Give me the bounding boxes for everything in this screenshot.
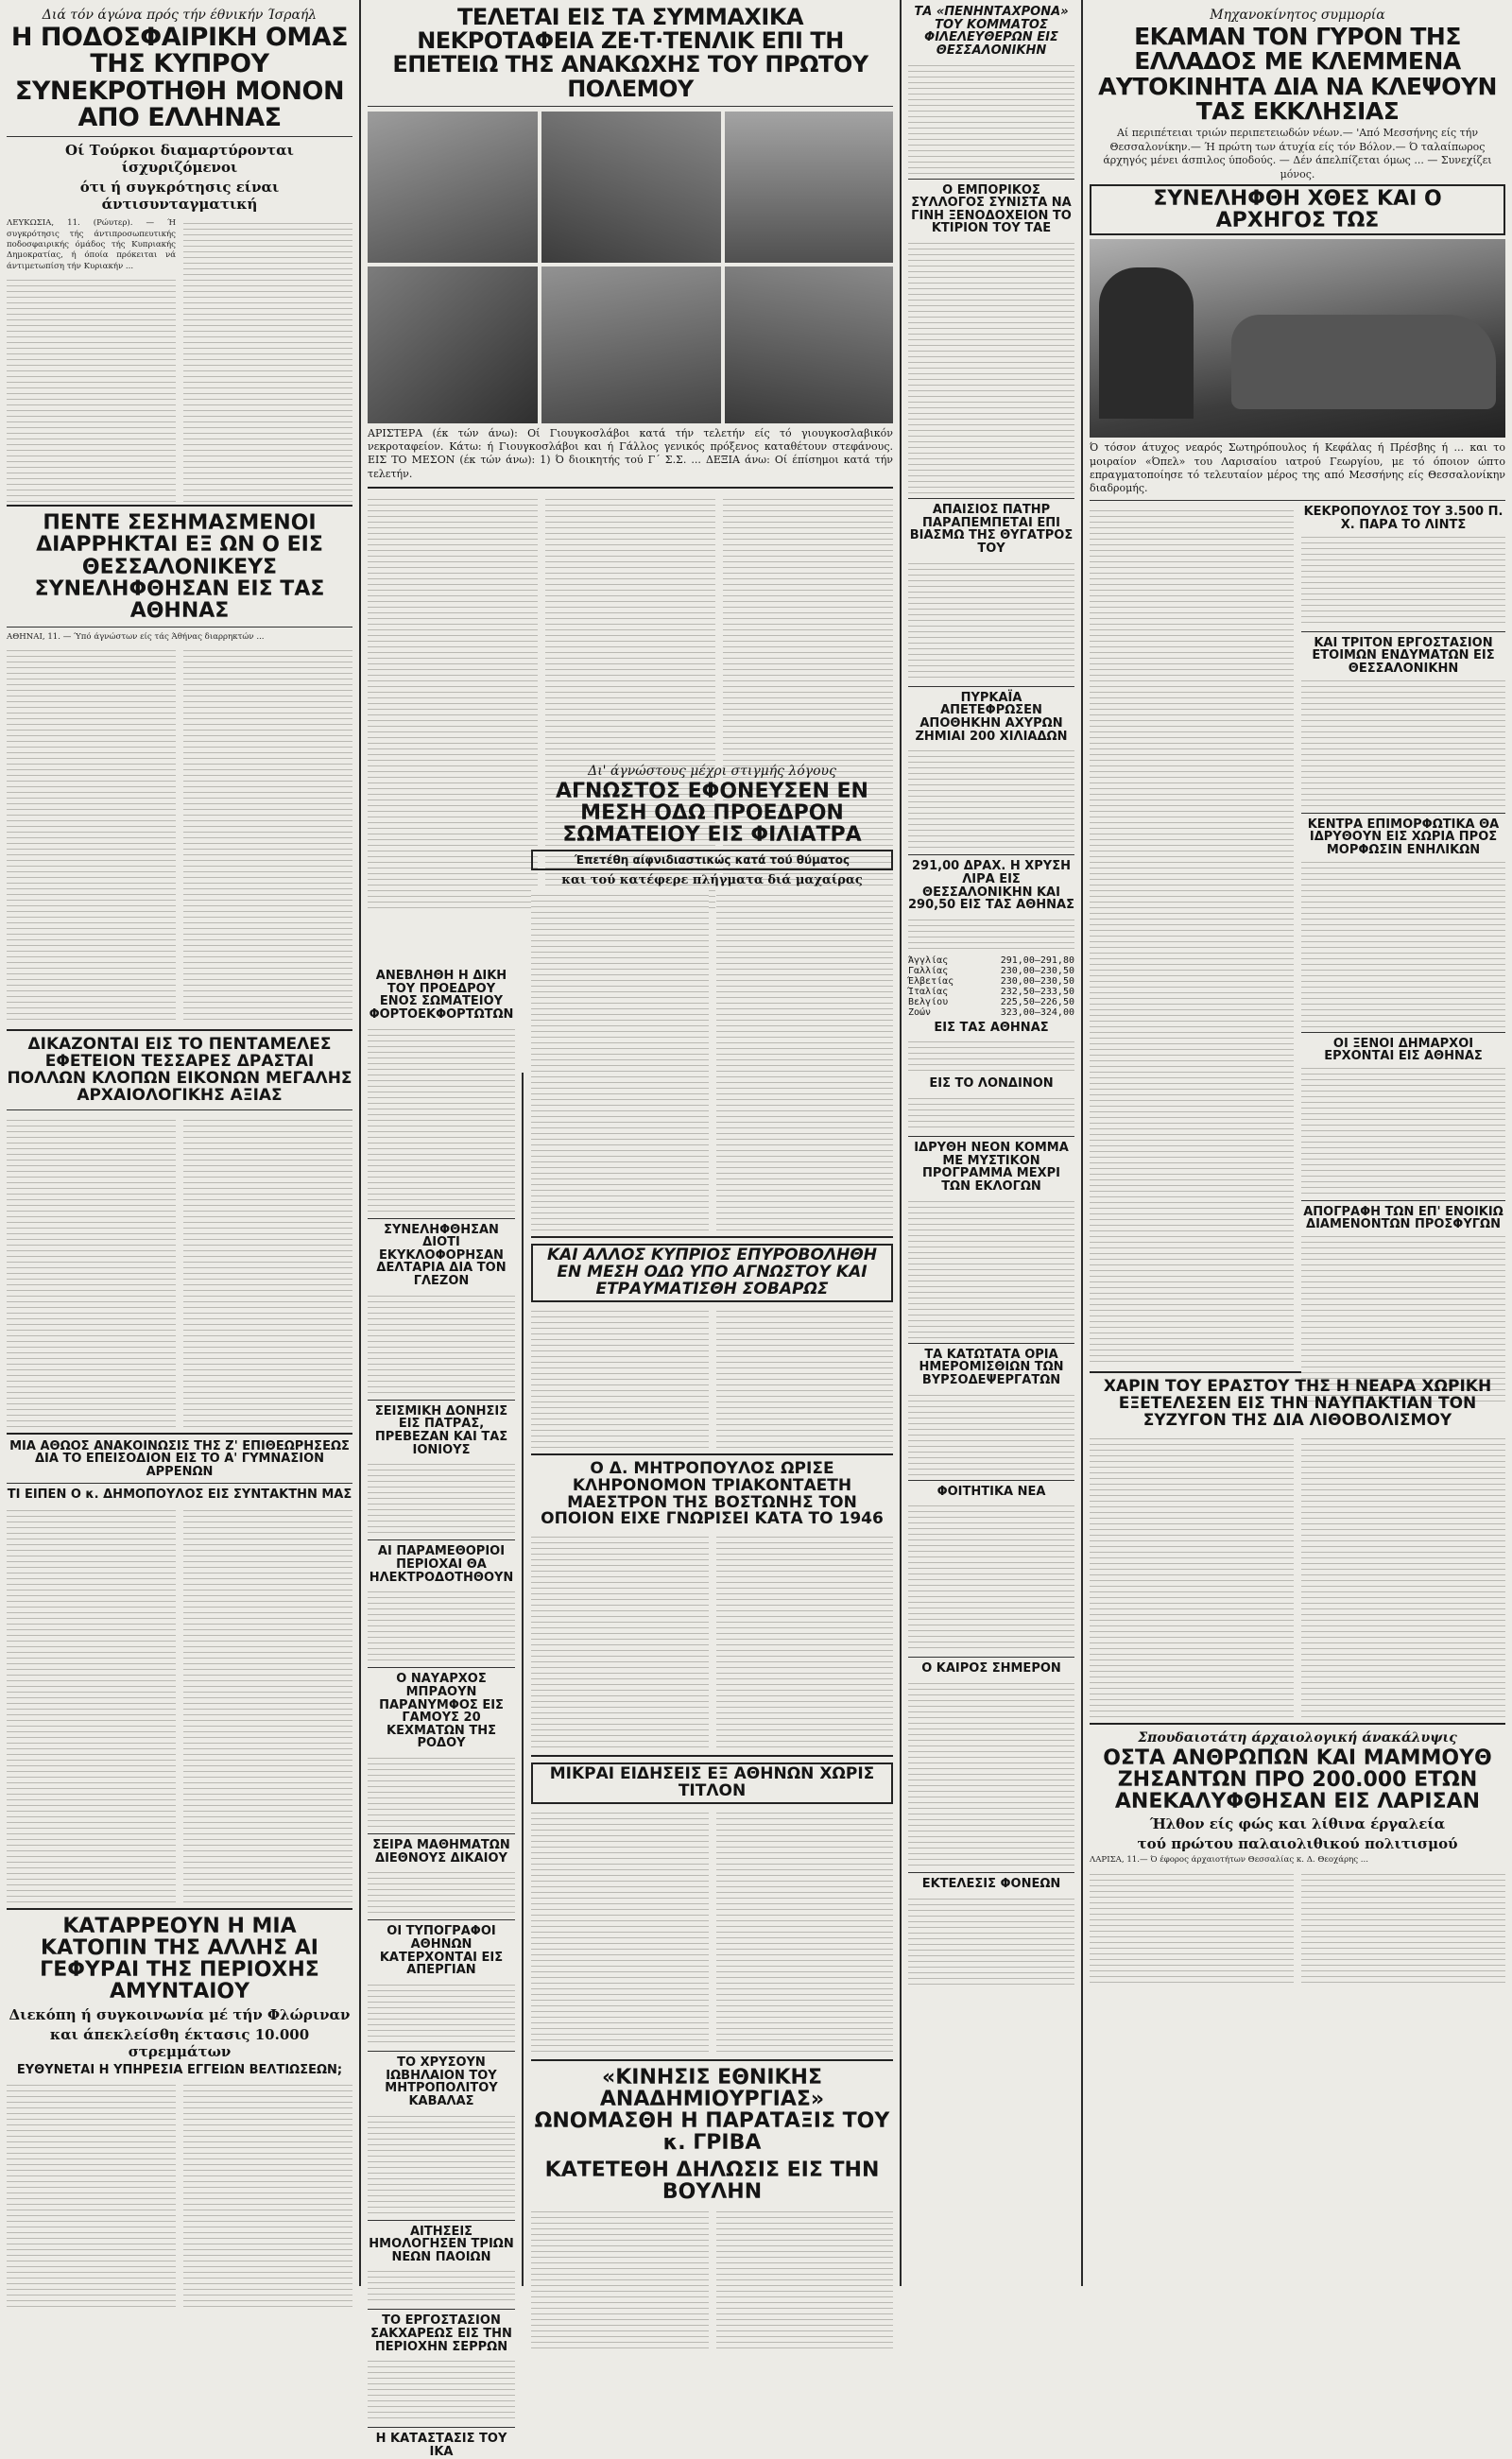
- headline-cypriot-shot: ΚΑΙ ΑΛΛΟΣ ΚΥΠΡΙΟΣ ΕΠΥΡΟΒΟΛΗΘΗ ΕΝ ΜΕΣΗ ΟΔΩ ΥΠΟ ΑΓΝΩΣΤΟΥ ΚΑΙ ΕΤΡΑΥΜΑΤΙΣΘΗ ΣΟΒΑΡΩΣ: [531, 1244, 893, 1302]
- subheadline: ότι ή συγκρότησις είναι άντισυνταγματική: [79, 179, 280, 214]
- photo: [541, 267, 721, 423]
- price-name: Ζοών: [908, 1006, 932, 1018]
- text-block: [7, 1505, 176, 1902]
- headline-law-lessons: ΣΕΙΡΑ ΜΑΘΗΜΑΤΩΝ ΔΙΕΘΝΟΥΣ ΔΙΚΑΙΟΥ: [372, 1838, 510, 1866]
- price-row: [908, 976, 1074, 987]
- text-block: [1301, 676, 1505, 808]
- headline-leaflets: ΣΥΝΕΛΗΦΘΗΣΑΝ ΔΙΟΤΙ ΕΚΥΚΛΟΦΟΡΗΣΑΝ ΔΕΛΤΑΡΙΑ ΔΙΑ ΤΟΝ ΓΛΕΖΟΝ: [376, 1222, 507, 1289]
- headline-weather: Ο ΚΑΙΡΟΣ ΣΗΜΕΡΟΝ: [921, 1661, 1061, 1677]
- text-block: [908, 1037, 1074, 1075]
- headline-bridges: ΚΑΤΑΡΡΕΟΥΝ Η ΜΙΑ ΚΑΤΟΠΙΝ ΤΗΣ ΑΛΛΗΣ ΑΙ ΓΕΦΥΡΑΙ ΤΗΣ ΠΕΡΙΟΧΗΣ ΑΜΥΝΤΑΙΟΥ: [40, 1915, 319, 2004]
- subheadline: ΖΗΜΙΑΙ 200 ΧΙΛΙΑΔΩΝ: [915, 729, 1068, 744]
- text-block: [1301, 1063, 1505, 1195]
- text-block: [368, 1024, 515, 1213]
- subheadline: ΕΥΘΥΝΕΤΑΙ Η ΥΠΗΡΕΣΙΑ ΕΓΓΕΙΩΝ ΒΕΛΤΙΩΣΕΩΝ;: [16, 2062, 343, 2077]
- text-block: [908, 559, 1074, 681]
- headline-merchants: Ο ΕΜΠΟΡΙΚΟΣ ΣΥΛΛΟΓΟΣ ΣΥΝΙΣΤΑ ΝΑ ΓΙΝΗ ΞΕΝΟΔΟΧΕΙΟΝ ΤΟ ΚΤΙΡΙΟΝ ΤΟΥ ΤΑΕ: [911, 182, 1072, 236]
- photo: [541, 112, 721, 263]
- text-block: [531, 1532, 709, 1749]
- headline-inspection: ΜΙΑ ΑΘΩΟΣ ΑΝΑΚΟΙΝΩΣΙΣ ΤΗΣ Ζ' ΕΠΙΘΕΩΡΗΣΕΩΣ ΔΙΑ ΤΟ ΕΠΕΙΣΟΔΙΟΝ ΕΙΣ ΤΟ Α' ΓΥΜΝΑΣΙΟΝ ΑΡΡΕΝΩΝ: [9, 1438, 350, 1479]
- article-lead: ΛΕΥΚΩΣΙΑ, 11. (Ρώυτερ). — Ή συγκρότησις τής άντιπροσωπευτικής ποδοσφαιρικής όμάδος τής Κυπριακής Δημοκρατίας, ή όποία πρόκειται νά άντιμετωπίση τήν Κυριακήν ...: [7, 218, 176, 271]
- price-name: Βελγίου: [908, 996, 949, 1007]
- headline-grivas-party: «ΚΙΝΗΣΙΣ ΕΘΝΙΚΗΣ ΑΝΑΔΗΜΙΟΥΡΓΙΑΣ» ΩΝΟΜΑΣΘΗ Η ΠΑΡΑΤΑΞΙΣ ΤΟΥ κ. ΓΡΙΒΑ: [534, 2065, 890, 2156]
- price-row: [908, 955, 1074, 966]
- text-block: [7, 2080, 176, 2307]
- price-name: Γαλλίας: [908, 965, 949, 976]
- article-lead: ΑΘΗΝΑΙ, 11. — Ύπό άγνώστων είς τάς Άθήνας διαρρηκτών ...: [7, 631, 265, 642]
- headline-electrification: ΑΙ ΠΑΡΑΜΕΘΟΡΙΟΙ ΠΕΡΙΟΧΑΙ ΘΑ ΗΛΕΚΤΡΟΔΟΤΗΘΟΥΝ: [369, 1544, 514, 1585]
- text-block: [183, 1505, 352, 1902]
- headline-mayors: ΟΙ ΞΕΝΟΙ ΔΗΜΑΡΧΟΙ ΕΡΧΟΝΤΑΙ ΕΙΣ ΑΘΗΝΑΣ: [1324, 1036, 1483, 1064]
- headline-short-news: ΜΙΚΡΑΙ ΕΙΔΗΣΕΙΣ ΕΞ ΑΘΗΝΩΝ ΧΩΡΙΣ ΤΙΤΛΟΝ: [531, 1763, 893, 1804]
- text-block: [1090, 506, 1294, 1366]
- headline-gang: ΕΚΑΜΑΝ ΤΟΝ ΓΥΡΟΝ ΤΗΣ ΕΛΛΑΔΟΣ ΜΕ ΚΛΕΜΜΕΝΑ ΑΥΤΟΚΙΝΗΤΑ ΔΙΑ ΝΑ ΚΛΕΨΟΥΝ ΤΑΣ ΕΚΚΛΗΣΙΑΣ: [1098, 23, 1497, 125]
- photo: [368, 112, 538, 263]
- price-value: 225,50—226,50: [1000, 996, 1074, 1007]
- headline-trial-postponed: ΑΝΕΒΛΗΘΗ Η ΔΙΚΗ ΤΟΥ ΠΡΟΕΔΡΟΥ ΕΝΟΣ ΣΩΜΑΤΕΙΟΥ ΦΟΡΤΟΕΚΦΟΡΤΩΤΩΝ: [369, 969, 514, 1022]
- headline-father: ΑΠΑΙΣΙΟΣ ΠΑΤΗΡ ΠΑΡΑΠΕΜΠΕΤΑΙ ΕΠΙ ΒΙΑΣΜΩ ΤΗΣ ΘΥΓΑΤΡΟΣ ΤΟΥ: [909, 503, 1074, 557]
- text-block: [908, 915, 1074, 953]
- text-block: [1301, 857, 1505, 1027]
- headline-dimopoulos: ΤΙ ΕΙΠΕΝ Ο κ. ΔΗΜΟΠΟΥΛΟΣ ΕΙΣ ΣΥΝΤΑΚΤΗΝ ΜΑΣ: [7, 1487, 352, 1503]
- headline-fire: ΠΥΡΚΑΪΑ ΑΠΕΤΕΦΡΩΣΕΝ ΑΠΟΘΗΚΗΝ ΑΧΥΡΩΝ: [919, 690, 1063, 731]
- headline-gold-pound: 291,00 ΔΡΑΧ. Η ΧΡΥΣΗ ΛΙΡΑ ΕΙΣ ΘΕΣΣΑΛΟΝΙΚΗΝ ΚΑΙ 290,50 ΕΙΣ ΤΑΣ ΑΘΗΝΑΣ: [908, 859, 1074, 913]
- headline-education-centers: ΚΕΝΤΡΑ ΕΠΙΜΟΡΦΩΤΙΚΑ ΘΑ ΙΔΡΥΘΟΥΝ ΕΙΣ ΧΩΡΙΑ ΠΡΟΣ ΜΟΡΦΩΣΙΝ ΕΝΗΛΙΚΩΝ: [1307, 817, 1500, 857]
- price-value: 230,00—230,50: [1000, 965, 1074, 976]
- column-2b: [524, 756, 900, 2286]
- headline-burglars: ΠΕΝΤΕ ΣΕΣΗΜΑΣΜΕΝΟΙ ΔΙΑΡΡΗΚΤΑΙ ΕΞ ΩΝ Ο ΕΙΣ ΘΕΣΣΑΛΟΝΙΚΕΥΣ ΣΥΝΕΛΗΦΘΗΣΑΝ ΕΙΣ ΤΑΣ ΑΘΗΝΑΣ: [34, 511, 325, 623]
- headline-declaration: ΚΑΤΕΤΕΘΗ ΔΗΛΩΣΙΣ ΕΙΣ ΤΗΝ ΒΟΥΛΗΝ: [544, 2158, 880, 2205]
- subheadline: Οί Τούρκοι διαμαρτύρονται ίσχυριζόμενοι: [65, 142, 294, 177]
- price-row: [908, 987, 1074, 997]
- headline-new-party: ΙΔΡΥΘΗ ΝΕΟΝ ΚΟΜΜΑ ΜΕ ΜΥΣΤΙΚΟΝ ΠΡΟΓΡΑΜΜΑ ΜΕΧΡΙ ΤΩΝ ΕΚΛΟΓΩΝ: [914, 1141, 1069, 1195]
- subheadline: Ήλθον είς φώς και λίθινα έργαλεία: [1149, 1815, 1446, 1833]
- headline-mammoth: ΟΣΤΑ ΑΝΘΡΩΠΩΝ ΚΑΙ ΜΑΜΜΟΥΘ ΖΗΣΑΝΤΩΝ ΠΡΟ 200.000 ΕΤΩΝ ΑΝΕΚΑΛΥΦΘΗΣΑΝ ΕΙΣ ΛΑΡΙΣΑΝ: [1103, 1745, 1492, 1814]
- headline-jubilee: ΤΟ ΧΡΥΣΟΥΝ ΙΩΒΗΛΑΙΟΝ ΤΟΥ ΜΗΤΡΟΠΟΛΙΤΟΥ ΚΑΒΑΛΑΣ: [385, 2055, 498, 2108]
- text-block: [183, 218, 352, 502]
- text-block: [908, 238, 1074, 493]
- headline-cyprus-football: Η ΠΟΔΟΣΦΑΙΡΙΚΗ ΟΜΑΣ ΤΗΣ ΚΥΠΡΟΥ ΣΥΝΕΚΡΟΤΗΘΗ ΜΟΝΟΝ ΑΠΟ ΕΛΛΗΝΑΣ: [10, 23, 349, 133]
- kicker: Σπουδαιοτάτη άρχαιολογική άνακάλυψις: [1138, 1729, 1457, 1745]
- text-block: [716, 2207, 894, 2348]
- photo-car: [1090, 239, 1505, 438]
- headline-refugees: ΑΠΟΓΡΑΦΗ ΤΩΝ ΕΠ' ΕΝΟΙΚΙΩ ΔΙΑΜΕΝΟΝΤΩΝ ΠΡΟΣΦΥΓΩΝ: [1303, 1204, 1503, 1232]
- price-row: [908, 1007, 1074, 1018]
- text-block: [1301, 1231, 1505, 1401]
- text-block: [7, 1115, 176, 1427]
- text-block: [183, 1115, 352, 1427]
- headline-earthquake: ΣΕΙΣΜΙΚΗ ΔΟΝΗΣΙΣ ΕΙΣ ΠΑΤΡΑΣ, ΠΡΕΒΕΖΑΝ ΚΑΙ ΤΑΣ ΙΟΝΙΟΥΣ: [374, 1403, 508, 1457]
- subheadline: Έπετέθη αίφνιδιαστικώς κατά τού θύματος: [531, 850, 893, 870]
- price-row: [908, 997, 1074, 1007]
- text-block: [183, 645, 352, 1023]
- price-row: [908, 966, 1074, 976]
- text-block: [368, 2266, 515, 2304]
- headline-execution: ΕΚΤΕΛΕΣΙΣ ΦΟΝΕΩΝ: [921, 1876, 1061, 1891]
- photo: [368, 267, 538, 423]
- text-block: [908, 1894, 1074, 1988]
- text-block: [908, 1501, 1074, 1652]
- price-name: Έλβετίας: [908, 975, 954, 987]
- text-block: [1090, 1434, 1294, 1717]
- text-block: [531, 2207, 709, 2348]
- text-block: [368, 1459, 515, 1535]
- price-name: Ίταλίας: [908, 986, 949, 997]
- photo: [725, 267, 893, 423]
- article-intro: Αί περιπέτειαι τριών περιπετειωδών νέων.— 'Από Μεσσήνης είς τήν Θεσσαλονίκην.— Ή πρώτη των άτυχία είς τόν Βόλον.— Ό ταλαίπωρος άρχηγός μένει άσπιλος ύποδούς. — Δέν άπελπίζεται όμως ... — Συνεχίζει μόνος.: [1103, 127, 1492, 181]
- subheadline: ΕΙΣ ΤΟ ΛΟΝΔΙΝΟΝ: [929, 1076, 1054, 1092]
- text-block: [368, 1980, 515, 2046]
- price-name: Άγγλίας: [908, 954, 949, 966]
- text-block: [183, 2080, 352, 2307]
- text-block: [716, 1808, 894, 2054]
- column-4-side: [1301, 506, 1505, 1366]
- price-value: 291,00—291,80: [1000, 954, 1074, 966]
- text-block: [908, 1093, 1074, 1131]
- column-3: [902, 0, 1081, 2286]
- text-block: [368, 1753, 515, 1829]
- text-block: [7, 645, 176, 1023]
- subheadline: τού πρώτου παλαιολιθικού πολιτισμού: [1137, 1835, 1458, 1853]
- headline-mitropoulos: Ο Δ. ΜΗΤΡΟΠΟΥΛΟΣ ΩΡΙΣΕ ΚΛΗΡΟΝΟΜΟΝ ΤΡΙΑΚΟΝΤΑΕΤΗ ΜΑΕΣΤΡΟΝ ΤΗΣ ΒΟΣΤΩΝΗΣ ΤΟΝ ΟΠΟΙΟΝ ΕΙΧΕ ΓΝΩΡΙΣΕΙ ΚΑΤΑ ΤΟ 1946: [541, 1458, 884, 1529]
- column-2a: [361, 964, 522, 2459]
- text-block: [716, 1306, 894, 1448]
- article-lead: ΛΑΡΙΣΑ, 11.— Ό έφορος άρχαιοτήτων Θεσσαλίας κ. Δ. Θεοχάρης ...: [1090, 1855, 1369, 1866]
- headline-ceremonies: ΤΕΛΕΤΑΙ ΕΙΣ ΤΑ ΣΥΜΜΑΧΙΚΑ ΝΕΚΡΟΤΑΦΕΙΑ ΖΕ·Τ·ΤΕΝΛΙΚ ΕΠΙ ΤΗ ΕΠΕΤΕΙΩ ΤΗΣ ΑΝΑΚΩΧΗΣ ΤΟΥ ΠΡΩΤΟΥ ΠΟΛΕΜΟΥ: [392, 4, 868, 102]
- text-block: [908, 1678, 1074, 1867]
- headline-sugar-factory: ΤΟ ΕΡΓΟΣΤΑΣΙΟΝ ΣΑΚΧΑΡΕΩΣ ΕΙΣ ΤΗΝ ΠΕΡΙΟΧΗΝ ΣΕΡΡΩΝ: [370, 2313, 512, 2354]
- column-1: [0, 0, 359, 2286]
- headline-stoning: ΧΑΡΙΝ ΤΟΥ ΕΡΑΣΤΟΥ ΤΗΣ Η ΝΕΑΡΑ ΧΩΡΙΚΗ ΕΞΕΤΕΛΕΣΕΝ ΕΙΣ ΤΗΝ ΝΑΥΠΑΚΤΙΑΝ ΤΟΝ ΣΥΖΥΓΟΝ ΤΗΣ ΔΙΑ ΛΙΘΟΒΟΛΙΣΜΟΥ: [1103, 1377, 1492, 1431]
- headline-wages: ΤΑ ΚΑΤΩΤΑΤΑ ΟΡΙΑ ΗΜΕΡΟΜΙΣΘΙΩΝ ΤΩΝ ΒΥΡΣΟΔΕΨΕΡΓΑΤΩΝ: [919, 1347, 1064, 1387]
- headline-student-news: ΦΟΙΤΗΤΙΚΑ ΝΕΑ: [936, 1484, 1046, 1499]
- price-value: 323,00—324,00: [1000, 1006, 1074, 1018]
- text-block: [368, 1867, 515, 1915]
- subheadline: Διεκόπη ή συγκοινωνία μέ τήν Φλώριναν: [9, 2005, 351, 2023]
- headline-ika: Η ΚΑΤΑΣΤΑΣΙΣ ΤΟΥ ΙΚΑ: [375, 2432, 507, 2459]
- text-block: [368, 1291, 515, 1395]
- text-block: [531, 1306, 709, 1448]
- headline-leader-arrested: ΣΥΝΕΛΗΦΘΗ ΧΘΕΣ ΚΑΙ Ο ΑΡΧΗΓΟΣ ΤΩΣ: [1090, 184, 1505, 235]
- headline-clothing-factory: ΚΑΙ ΤΡΙΤΟΝ ΕΡΓΟΣΤΑΣΙΟΝ ΕΤΟΙΜΩΝ ΕΝΔΥΜΑΤΩΝ ΕΙΣ ΘΕΣΣΑΛΟΝΙΚΗΝ: [1312, 635, 1495, 676]
- text-block: [7, 275, 176, 502]
- headline-fifty-years: ΤΑ «ΠΕΝΗΝΤΑΧΡΟΝΑ» ΤΟΥ ΚΟΜΜΑΤΟΣ ΦΙΛΕΛΕΥΘΕΡΩΝ ΕΙΣ ΘΕΣΣΑΛΟΝΙΚΗΝ: [914, 5, 1069, 58]
- price-value: 232,50—233,50: [1000, 986, 1074, 997]
- text-block: [368, 2111, 515, 2215]
- headline-admiral-brown: Ο ΝΑΥΑΡΧΟΣ ΜΠΡΑΟΥΝ ΠΑΡΑΝΥΜΦΟΣ ΕΙΣ ΓΑΜΟΥΣ 20 ΚΕΧΜΑΤΩΝ ΤΗΣ ΡΟΔΟΥ: [379, 1672, 504, 1751]
- text-block: [1301, 1434, 1505, 1717]
- subheadline: και τού κατέφερε πλήγματα διά μαχαίρας: [561, 873, 863, 888]
- subheadline: ΕΙΣ ΤΑΣ ΑΘΗΝΑΣ: [934, 1020, 1049, 1035]
- text-block: [1090, 1869, 1294, 1983]
- photo: [725, 112, 893, 263]
- headline-murder-filiatra: ΑΓΝΩΣΤΟΣ ΕΦΟΝΕΥΣΕΝ ΕΝ ΜΕΣΗ ΟΔΩ ΠΡΟΕΔΡΟΝ ΣΩΜΑΤΕΙΟΥ ΕΙΣ ΦΙΛΙΑΤΡΑ: [556, 780, 868, 848]
- text-block: [716, 1532, 894, 1749]
- headline-typographers: ΟΙ ΤΥΠΟΓΡΑΦΟΙ ΑΘΗΝΩΝ ΚΑΤΕΡΧΟΝΤΑΙ ΕΙΣ ΑΠΕΡΓΙΑΝ: [379, 1924, 504, 1978]
- text-block: [908, 60, 1074, 174]
- kicker: Διά τόν άγώνα πρός τήν έθνικήν Ίσραήλ: [42, 8, 318, 23]
- text-block: [531, 1808, 709, 2054]
- kicker: Μηχανοκίνητος συμμορία: [1210, 8, 1385, 23]
- headline-icon-thefts: ΔΙΚΑΖΟΝΤΑΙ ΕΙΣ ΤΟ ΠΕΝΤΑΜΕΛΕΣ ΕΦΕΤΕΙΟΝ ΤΕΣΣΑΡΕΣ ΔΡΑΣΤΑΙ ΠΟΛΛΩΝ ΚΛΟΠΩΝ ΕΙΚΟΝΩΝ ΜΕΓΑΛΗΣ ΑΡΧΑΙΟΛΟΓΙΚΗΣ ΑΞΙΑΣ: [7, 1035, 352, 1105]
- text-block: [908, 1196, 1074, 1338]
- text-block: [531, 890, 709, 1230]
- photo-caption: Ό τόσον άτυχος νεαρός Σωτηρόπουλος ή Κεφάλας ή Πρέσβης ή ... και το μοιραίον «Όπελ» του Λαρισαίου ιατρού Γεωργίου, με τό όποιον ώπτο επραγματοποίησε τό τελευταίον μέρος της από Μεσσήνης είς Θεσσαλονίκην διαδρομής.: [1090, 441, 1505, 495]
- text-block: [368, 2356, 515, 2422]
- kicker: Δι' άγνώστους μέχρι στιγμής λόγους: [588, 764, 836, 779]
- gold-price-table: [908, 955, 1074, 1018]
- subheadline: και άπεκλείσθη έκτασις 10.000 στρεμμάτων: [49, 2025, 310, 2060]
- text-block: [1301, 1869, 1505, 1983]
- text-block: [716, 890, 894, 1230]
- text-block: [368, 494, 538, 910]
- column-4: [1083, 0, 1512, 2286]
- headline-lintz: ΚΕΚΡΟΠΟΥΛΟΣ ΤΟΥ 3.500 Π. Χ. ΠΑΡΑ ΤΟ ΛΙΝΤΣ: [1303, 505, 1503, 533]
- text-block: [368, 1587, 515, 1662]
- text-block: [908, 746, 1074, 850]
- photo-caption: ΑΡΙΣΤΕΡΑ (έκ τών άνω): Οί Γιουγκοσλάβοι κατά τήν τελετήν είς τό γιουγκοσλαβικόν νεκροταφείον. Κάτω: ή Γιουγκοσλάβοι και ή Γάλλος γενικός πρόξενος καταθέτουν στεφάνους. ΕΙΣ ΤΟ ΜΕΣΟΝ (έκ τών άνω): 1) Ό διοικητής τού Γ΄ Σ.Σ. ... ΔΕΞΙΑ άνω: Οί έπίσημοι κατά τήν τελετήν.: [368, 426, 893, 480]
- photo-grid: [368, 112, 893, 423]
- text-block: [908, 1390, 1074, 1475]
- price-value: 230,00—230,50: [1000, 975, 1074, 987]
- headline-applications: ΑΙΤΗΣΕΙΣ ΗΜΟΛΟΓΗΣΕΝ ΤΡΙΩΝ ΝΕΩΝ ΠΑΟΙΩΝ: [369, 2224, 514, 2264]
- text-block: [1301, 532, 1505, 627]
